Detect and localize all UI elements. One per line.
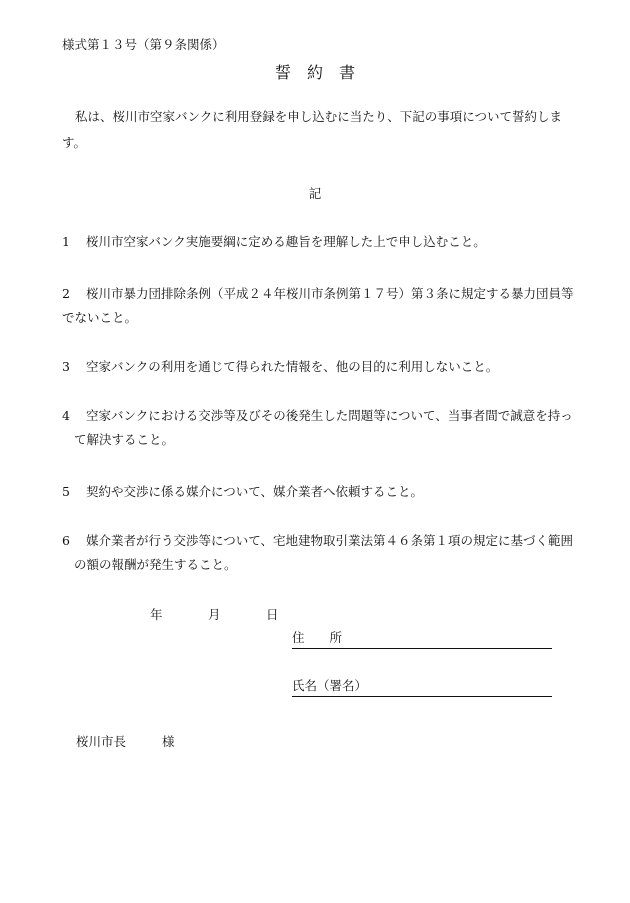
item-text: 媒介業者が行う交渉等について、宅地建物取引業法第４６条第１項の規定に基づく範囲の額の報酬が発生すること。 xyxy=(74,533,574,572)
date-year-label: 年 xyxy=(150,607,163,622)
pledge-item-6 xyxy=(62,529,576,577)
date-month-label: 月 xyxy=(208,607,221,622)
item-number: 1 xyxy=(62,234,70,249)
item-number: 6 xyxy=(62,533,70,548)
item-text: 桜川市暴力団排除条例（平成２４年桜川市条例第１７号）第３条に規定する暴力団員等でないこと。 xyxy=(62,286,574,325)
pledge-item-2 xyxy=(62,282,576,330)
pledge-item-4 xyxy=(62,404,576,452)
name-label: 氏名（署名） xyxy=(292,678,368,693)
address-field[interactable] xyxy=(292,628,552,649)
name-signature-field[interactable] xyxy=(292,676,552,697)
form-number: 様式第１３号（第９条関係） xyxy=(62,37,225,52)
address-label: 住 所 xyxy=(292,630,343,645)
item-number: 4 xyxy=(62,408,70,423)
intro-paragraph: 私は、桜川市空家バンクに利用登録を申し込むに当たり、下記の事項について誓約します。 xyxy=(62,109,563,150)
document-title: 誓 約 書 xyxy=(274,63,355,82)
item-text: 契約や交渉に係る媒介について、媒介業者へ依頼すること。 xyxy=(86,484,424,499)
recipient-honorific: 様 xyxy=(162,734,175,749)
item-number: 2 xyxy=(62,286,70,301)
pledge-item-1 xyxy=(62,230,576,254)
item-text: 桜川市空家バンク実施要綱に定める趣旨を理解した上で申し込むこと。 xyxy=(86,234,486,249)
date-day-label: 日 xyxy=(266,607,279,622)
pledge-item-3 xyxy=(62,355,576,379)
recipient-name: 桜川市長 xyxy=(76,734,127,749)
item-text: 空家バンクの利用を通じて得られた情報を、他の目的に利用しないこと。 xyxy=(86,359,499,374)
pledge-item-5 xyxy=(62,480,576,504)
item-text: 空家バンクにおける交渉等及びその後発生した問題等について、当事者間で誠意を持って解決すること。 xyxy=(74,408,573,447)
item-number: 3 xyxy=(62,359,70,374)
ki-heading: 記 xyxy=(308,186,322,201)
item-number: 5 xyxy=(62,484,70,499)
recipient xyxy=(76,732,175,750)
